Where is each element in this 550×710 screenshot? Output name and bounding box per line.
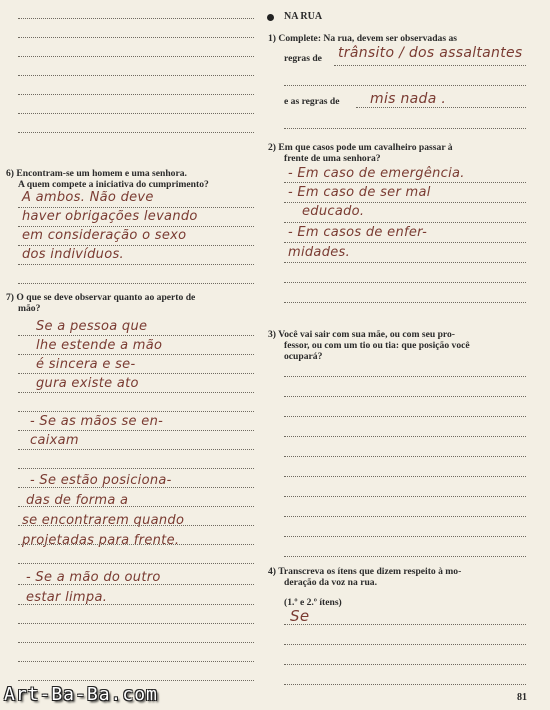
question-4-line-1: 4) Transcreva os ítens que dizem respeito à mo- [268,566,462,577]
answer-line [334,65,526,66]
handwritten-answer: Se [290,607,310,625]
answer-line [18,623,254,624]
handwritten-answer: haver obrigações levando [22,209,198,224]
handwritten-answer: é sincera e se- [36,357,136,372]
question-2-line-2: frente de uma senhora? [284,153,381,164]
answer-line [284,556,526,557]
answer-line [18,245,254,246]
answer-line [18,37,254,38]
answer-line [18,506,254,507]
question-6-line-2: A quem compete a iniciativa do cumprimento? [18,179,209,190]
handwritten-answer: lhe estende a mão [36,338,163,353]
handwritten-answer: - Se as mãos se en- [30,414,164,429]
handwritten-answer: dos indivíduos. [22,247,124,262]
answer-line [18,680,254,681]
answer-line [284,476,526,477]
answer-line [284,436,526,437]
handwritten-answer: projetadas para frente. [22,533,180,548]
handwritten-answer: caixam [30,433,79,448]
section-title: NA RUA [284,11,323,22]
question-1-line-1: 1) Complete: Na rua, devem ser observadas as [268,33,458,44]
answer-line [18,75,254,76]
answer-line [18,661,254,662]
question-1-regras-de: regras de [284,53,322,64]
watermark: Art-Ba-Ba.com [4,684,158,705]
answer-line [284,624,526,625]
answer-line [18,283,254,284]
answer-line [284,684,526,685]
handwritten-answer: midades. [288,245,351,260]
handwritten-answer: Se a pessoa que [36,319,148,334]
handwritten-answer: trânsito / dos assaltantes [338,45,523,61]
answer-line [284,202,526,203]
answer-line [18,264,254,265]
answer-line [284,536,526,537]
question-4-line-2: deração da voz na rua. [284,577,378,588]
question-4-line-3: (1.º e 2.º ítens) [284,597,342,608]
handwritten-answer: das de forma a [26,493,129,508]
question-7-line-2: mão? [18,303,41,314]
answer-line [18,468,254,469]
handwritten-answer: - Em casos de enfer- [288,225,428,240]
question-6-line-1: 6) Encontram-se um homem e uma senhora. [6,168,187,179]
question-1-e-as-regras-de: e as regras de [284,96,340,107]
handwritten-answer: em consideração o sexo [22,228,187,243]
answer-line [284,85,526,86]
answer-line [284,396,526,397]
answer-line [18,430,254,431]
answer-line [18,544,254,545]
handwritten-answer: se encontrarem quando [22,513,185,528]
question-2-line-1: 2) Em que casos pode um cavalheiro passar à [268,142,453,153]
answer-line [18,392,254,393]
question-3-line-3: ocupará? [284,351,323,362]
answer-line [18,207,254,208]
answer-line [18,563,254,564]
answer-line [18,449,254,450]
answer-line [284,496,526,497]
question-3-line-2: fessor, ou com um tio ou tia: que posição você [284,340,470,351]
answer-line [18,411,254,412]
handwritten-answer: A ambos. Não deve [22,190,154,205]
answer-line [18,94,254,95]
answer-line [18,132,254,133]
question-7-line-1: 7) O que se deve observar quanto ao aperto de [6,292,196,303]
answer-line [18,525,254,526]
answer-line [18,335,254,336]
handwritten-answer: estar limpa. [26,590,108,605]
answer-line [284,128,526,129]
answer-line [284,376,526,377]
answer-line [284,456,526,457]
answer-line [284,302,526,303]
handwritten-answer: - Se a mão do outro [26,570,161,585]
answer-line [18,604,254,605]
answer-line [18,354,254,355]
page-number: 81 [517,692,527,703]
answer-line [18,226,254,227]
handwritten-answer: - Se estão posiciona- [30,473,172,488]
answer-line [284,242,526,243]
bullet-icon [267,14,274,21]
answer-line [18,113,254,114]
answer-line [18,584,254,585]
answer-line [18,373,254,374]
handwritten-answer: mis nada . [370,91,447,107]
answer-line [284,516,526,517]
handwritten-answer: - Em caso de ser mal [288,185,431,200]
answer-line [356,107,526,108]
handwritten-answer: gura existe ato [36,376,139,391]
answer-line [284,644,526,645]
handwritten-answer: educado. [302,204,365,219]
answer-line [284,222,526,223]
answer-line [18,56,254,57]
answer-line [18,18,254,19]
question-3-line-1: 3) Você vai sair com sua mãe, ou com seu pro- [268,329,455,340]
answer-line [18,487,254,488]
answer-line [284,664,526,665]
answer-line [284,182,526,183]
answer-line [284,282,526,283]
answer-line [284,262,526,263]
answer-line [18,642,254,643]
handwritten-answer: - Em caso de emergência. [288,166,465,181]
answer-line [284,416,526,417]
